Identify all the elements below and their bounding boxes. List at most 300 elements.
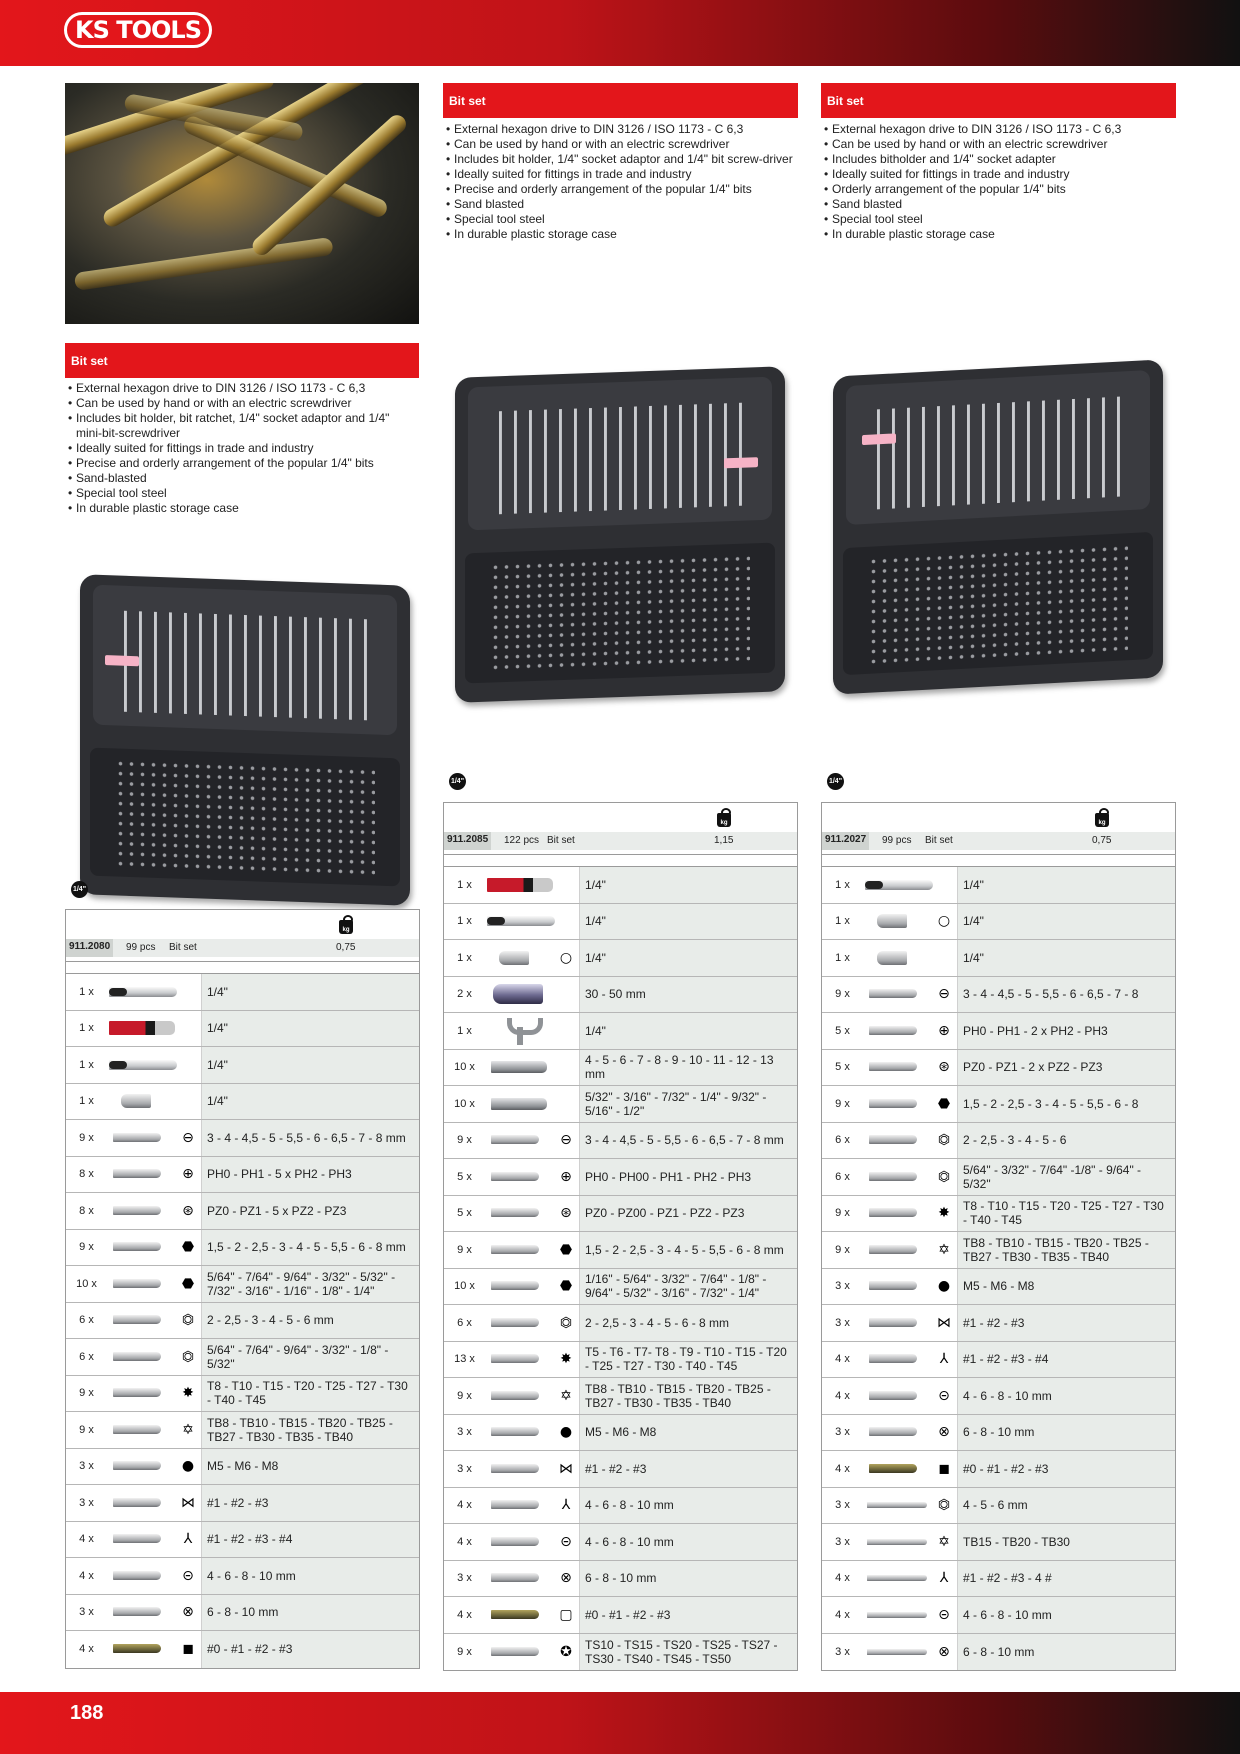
quantity: 6 x — [822, 1123, 863, 1159]
item-image — [485, 904, 579, 940]
item-picture — [867, 1612, 927, 1618]
table-row — [822, 1232, 1175, 1269]
item-picture — [491, 1610, 539, 1619]
quantity: 9 x — [822, 1086, 863, 1122]
item-image — [863, 1050, 957, 1086]
item-description: 5/64" - 3/32" - 7/64" -1/8" - 9/64" - 5/32" — [957, 1159, 1175, 1195]
table-row — [444, 1597, 797, 1634]
item-description: TB8 - TB10 - TB15 - TB20 - TB25 - TB27 - TB30 - TB35 - TB40 — [957, 1232, 1175, 1268]
quantity: 9 x — [822, 977, 863, 1013]
item-picture — [109, 1060, 177, 1070]
item-description: 6 - 8 - 10 mm — [957, 1415, 1175, 1451]
weight-icon: kg — [717, 813, 731, 827]
item-picture — [491, 1208, 539, 1217]
product-weight: 0,75 — [336, 942, 356, 953]
item-picture — [113, 1607, 161, 1616]
profile-icon: ⅄ — [939, 1570, 949, 1587]
item-description: TB8 - TB10 - TB15 - TB20 - TB25 - TB27 - TB30 - TB35 - TB40 — [201, 1412, 419, 1448]
table-row — [66, 1631, 419, 1668]
profile-icon: ● — [559, 1424, 573, 1441]
bullet-item: • Precise and orderly arrangement of the popular 1/4" bits — [67, 456, 417, 471]
profile-icon: ⊛ — [182, 1202, 194, 1219]
table-row — [66, 1339, 419, 1376]
table-row — [444, 1634, 797, 1671]
quantity: 1 x — [66, 1047, 107, 1083]
item-picture — [877, 914, 907, 928]
table-row — [66, 1120, 419, 1157]
item-image — [485, 1232, 579, 1268]
bullet-item: • In durable plastic storage case — [445, 227, 795, 242]
quantity: 9 x — [444, 1232, 485, 1268]
quantity: 3 x — [444, 1451, 485, 1487]
quantity: 5 x — [444, 1196, 485, 1232]
item-picture — [499, 951, 529, 965]
col1-bullets — [67, 381, 417, 516]
item-picture — [867, 1575, 927, 1581]
item-description: #1 - #2 - #3 - 4 # — [957, 1561, 1175, 1597]
item-description: 2 - 2,5 - 3 - 4 - 5 - 6 - 8 mm — [579, 1305, 797, 1341]
item-image — [485, 1488, 579, 1524]
item-description: 1/4" — [201, 1047, 419, 1083]
item-picture — [869, 1062, 917, 1071]
item-description: #0 - #1 - #2 - #3 — [579, 1597, 797, 1633]
quantity: 10 x — [444, 1086, 485, 1122]
item-image — [485, 1342, 579, 1378]
profile-icon: ○ — [937, 913, 951, 930]
item-image — [863, 867, 957, 903]
table-row — [444, 1232, 797, 1269]
quantity: 6 x — [444, 1305, 485, 1341]
profile-icon: ⊗ — [182, 1604, 194, 1621]
profile-icon: ▢ — [559, 1606, 573, 1623]
profile-icon: ⊝ — [938, 1387, 950, 1404]
item-picture — [869, 1245, 917, 1254]
piece-count: 99 pcs — [882, 835, 912, 846]
quantity: 9 x — [66, 1230, 107, 1266]
table-row — [822, 1269, 1175, 1306]
item-picture — [113, 1242, 161, 1251]
item-picture — [491, 1172, 539, 1181]
item-image — [107, 974, 201, 1010]
item-description: PZ0 - PZ1 - 5 x PZ2 - PZ3 — [201, 1193, 419, 1229]
item-description: 1/4" — [201, 1011, 419, 1047]
product-name: Bit set — [547, 835, 575, 846]
bullet-item: • Ideally suited for fittings in trade and industry — [445, 167, 795, 182]
item-picture — [869, 1208, 917, 1217]
item-image — [485, 1415, 579, 1451]
item-description: #1 - #2 - #3 — [957, 1305, 1175, 1341]
table-row — [822, 940, 1175, 977]
item-image — [107, 1631, 201, 1668]
profile-icon: ⊗ — [938, 1643, 950, 1660]
item-description: 1/4" — [957, 940, 1175, 976]
profile-icon: ⋈ — [937, 1314, 951, 1331]
item-picture — [869, 1427, 917, 1436]
product-row — [822, 832, 1175, 850]
table-row — [822, 1342, 1175, 1379]
quantity: 1 x — [66, 974, 107, 1010]
table-row — [444, 904, 797, 941]
table-row — [66, 1157, 419, 1194]
item-description: 5/64" - 7/64" - 9/64" - 3/32" - 5/32" - 7/32" - 3/16" - 1/16" - 1/8" - 1/4" — [201, 1266, 419, 1302]
item-image — [107, 1011, 201, 1047]
item-image — [863, 940, 957, 976]
item-picture — [869, 1172, 917, 1181]
table-row — [444, 867, 797, 904]
profile-icon: ⊖ — [560, 1132, 572, 1149]
profile-icon: ⊗ — [560, 1570, 572, 1587]
item-description: T8 - T10 - T15 - T20 - T25 - T27 - T30 - T40 - T45 — [201, 1376, 419, 1412]
table-row — [66, 1193, 419, 1230]
profile-icon: ○ — [559, 949, 573, 966]
bullet-item: • Can be used by hand or with an electric screwdriver — [445, 137, 795, 152]
item-description: PZ0 - PZ00 - PZ1 - PZ2 - PZ3 — [579, 1196, 797, 1232]
profile-icon: ⏣ — [937, 1497, 951, 1514]
profile-icon: ⊖ — [938, 986, 950, 1003]
col1-heading: Bit set — [65, 343, 419, 378]
profile-icon: ⬣ — [559, 1278, 573, 1295]
bullet-item: • Sand blasted — [823, 197, 1173, 212]
item-image — [863, 977, 957, 1013]
item-picture — [867, 1649, 927, 1655]
item-image — [107, 1084, 201, 1120]
item-picture — [491, 1537, 539, 1546]
article-number: 911.2027 — [822, 832, 869, 850]
bullet-item: • Sand blasted — [445, 197, 795, 212]
item-picture — [487, 878, 553, 892]
profile-icon: ● — [181, 1458, 195, 1475]
profile-icon: ⬣ — [181, 1239, 195, 1256]
item-picture — [491, 1135, 539, 1144]
profile-icon: ✡ — [938, 1241, 950, 1258]
table-row — [444, 1488, 797, 1525]
piece-count: 122 pcs — [504, 835, 540, 846]
item-image — [107, 1047, 201, 1083]
profile-icon: ⊝ — [560, 1533, 572, 1550]
item-description: 1,5 - 2 - 2,5 - 3 - 4 - 5 - 5,5 - 6 - 8 mm — [201, 1230, 419, 1266]
contents-list — [66, 974, 419, 1668]
item-image — [863, 1597, 957, 1633]
item-description: T8 - T10 - T15 - T20 - T25 - T27 - T30 - T40 - T45 — [957, 1196, 1175, 1232]
quantity: 3 x — [822, 1415, 863, 1451]
table-row — [822, 1561, 1175, 1598]
item-picture — [869, 1026, 917, 1035]
item-description: 1/4" — [957, 867, 1175, 903]
item-picture — [869, 1099, 917, 1108]
item-description: 1/4" — [957, 904, 1175, 940]
item-image — [485, 1013, 579, 1049]
item-picture — [491, 1500, 539, 1509]
item-image — [863, 1196, 957, 1232]
item-image — [485, 1123, 579, 1159]
quantity: 4 x — [444, 1597, 485, 1633]
bullet-item: • Special tool steel — [67, 486, 417, 501]
item-picture — [113, 1169, 161, 1178]
quantity: 4 x — [822, 1451, 863, 1487]
item-picture — [491, 1245, 539, 1254]
item-description: 5/64" - 7/64" - 9/64" - 3/32" - 1/8" - 5/32" — [201, 1339, 419, 1375]
item-image — [863, 1159, 957, 1195]
quantity: 1 x — [822, 940, 863, 976]
item-image — [485, 1378, 579, 1414]
bullet-item: • Includes bit holder, bit ratchet, 1/4" socket adaptor and 1/4" mini-bit-screwdriver — [67, 411, 417, 441]
item-description: 4 - 6 - 8 - 10 mm — [957, 1378, 1175, 1414]
quantity: 4 x — [66, 1522, 107, 1558]
piece-count: 99 pcs — [126, 942, 156, 953]
quantity: 1 x — [444, 867, 485, 903]
profile-icon: ✡ — [938, 1533, 950, 1550]
item-description: 1/16" - 5/64" - 3/32" - 7/64" - 1/8" - 9/64" - 5/32" - 3/16" - 7/32" - 1/4" — [579, 1269, 797, 1305]
bits-photo — [65, 83, 419, 324]
item-description: 4 - 6 - 8 - 10 mm — [579, 1524, 797, 1560]
profile-icon: ◼ — [182, 1641, 194, 1658]
quantity: 9 x — [444, 1123, 485, 1159]
item-picture — [877, 951, 907, 965]
item-picture — [113, 1461, 161, 1470]
quantity: 10 x — [444, 1050, 485, 1086]
item-image — [485, 1561, 579, 1597]
profile-icon: ⊝ — [182, 1567, 194, 1584]
col2-bullets — [445, 122, 795, 242]
item-picture — [869, 1281, 917, 1290]
item-description: 1,5 - 2 - 2,5 - 3 - 4 - 5 - 5,5 - 6 - 8 mm — [579, 1232, 797, 1268]
item-image — [485, 1159, 579, 1195]
item-description: TB15 - TB20 - TB30 — [957, 1524, 1175, 1560]
item-description: 4 - 6 - 8 - 10 mm — [957, 1597, 1175, 1633]
item-image — [863, 1415, 957, 1451]
item-image — [485, 1524, 579, 1560]
item-image — [485, 1086, 579, 1122]
table-row — [822, 1159, 1175, 1196]
quantity: 1 x — [822, 867, 863, 903]
item-description: 6 - 8 - 10 mm — [201, 1595, 419, 1631]
item-picture — [113, 1352, 161, 1361]
quantity: 1 x — [444, 904, 485, 940]
quantity: 5 x — [822, 1013, 863, 1049]
item-description: M5 - M6 - M8 — [201, 1449, 419, 1485]
table-row — [66, 974, 419, 1011]
table-row — [66, 1522, 419, 1559]
item-image — [863, 904, 957, 940]
quantity: 10 x — [66, 1266, 107, 1302]
bullet-item: • Ideally suited for fittings in trade and industry — [823, 167, 1173, 182]
quantity: 2 x — [444, 977, 485, 1013]
item-picture — [491, 1464, 539, 1473]
quantity: 3 x — [444, 1415, 485, 1451]
profile-icon: ⏣ — [181, 1312, 195, 1329]
table-row — [444, 1342, 797, 1379]
profile-icon: ⅄ — [939, 1351, 949, 1368]
bullet-item: • Can be used by hand or with an electric screwdriver — [67, 396, 417, 411]
item-picture — [487, 916, 555, 926]
profile-icon: ● — [937, 1278, 951, 1295]
product-weight: 0,75 — [1092, 835, 1112, 846]
table-row — [66, 1376, 419, 1413]
quantity: 8 x — [66, 1157, 107, 1193]
quantity: 6 x — [822, 1159, 863, 1195]
profile-icon: ✪ — [560, 1643, 572, 1660]
item-picture — [491, 1427, 539, 1436]
item-picture — [507, 1018, 533, 1044]
quantity: 9 x — [66, 1120, 107, 1156]
item-description: 30 - 50 mm — [579, 977, 797, 1013]
item-picture — [121, 1094, 151, 1108]
item-image — [485, 1634, 579, 1671]
bullet-item: • Orderly arrangement of the popular 1/4" bits — [823, 182, 1173, 197]
table-row — [444, 1123, 797, 1160]
item-picture — [869, 1391, 917, 1400]
bullet-item: • Can be used by hand or with an electric screwdriver — [823, 137, 1173, 152]
item-image — [107, 1339, 201, 1375]
item-image — [485, 867, 579, 903]
item-description: 2 - 2,5 - 3 - 4 - 5 - 6 mm — [201, 1303, 419, 1339]
table-row — [66, 1084, 419, 1121]
item-image — [485, 977, 579, 1013]
table-row — [66, 1303, 419, 1340]
quantity: 4 x — [444, 1524, 485, 1560]
item-description: 4 - 6 - 8 - 10 mm — [579, 1488, 797, 1524]
item-image — [863, 1488, 957, 1524]
item-description: 2 - 2,5 - 3 - 4 - 5 - 6 — [957, 1123, 1175, 1159]
item-image — [863, 1305, 957, 1341]
profile-icon: ⊕ — [560, 1168, 572, 1185]
item-description: 1/4" — [579, 904, 797, 940]
item-description: 5/32" - 3/16" - 7/32" - 1/4" - 9/32" - 5/16" - 1/2" — [579, 1086, 797, 1122]
profile-icon: ⏣ — [937, 1132, 951, 1149]
case-911-2085-image — [455, 366, 785, 703]
item-description: PH0 - PH00 - PH1 - PH2 - PH3 — [579, 1159, 797, 1195]
quantity: 13 x — [444, 1342, 485, 1378]
quantity: 5 x — [444, 1159, 485, 1195]
quantity: 3 x — [444, 1561, 485, 1597]
quantity: 1 x — [66, 1084, 107, 1120]
profile-icon: ⊕ — [938, 1022, 950, 1039]
table-row — [822, 1488, 1175, 1525]
table-row — [66, 1485, 419, 1522]
item-picture — [491, 1354, 539, 1363]
profile-icon: ◼ — [938, 1460, 950, 1477]
table-row — [822, 1415, 1175, 1452]
item-description: 6 - 8 - 10 mm — [957, 1634, 1175, 1671]
item-image — [485, 1196, 579, 1232]
drive-size-badge: 1/4" — [71, 881, 88, 898]
item-picture — [113, 1534, 161, 1543]
profile-icon: ⊝ — [938, 1606, 950, 1623]
item-image — [485, 1597, 579, 1633]
profile-icon: ⊕ — [182, 1166, 194, 1183]
quantity: 4 x — [822, 1597, 863, 1633]
item-description: #1 - #2 - #3 — [579, 1451, 797, 1487]
table-911-2080 — [65, 909, 420, 1669]
item-description: TS10 - TS15 - TS20 - TS25 - TS27 - TS30 - TS40 - TS45 - TS50 — [579, 1634, 797, 1671]
profile-icon: ✡ — [560, 1387, 572, 1404]
quantity: 8 x — [66, 1193, 107, 1229]
item-description: #1 - #2 - #3 - #4 — [201, 1522, 419, 1558]
profile-icon: ⅄ — [561, 1497, 571, 1514]
item-image — [863, 1269, 957, 1305]
quantity: 3 x — [822, 1269, 863, 1305]
table-row — [822, 1634, 1175, 1671]
item-description: 3 - 4 - 4,5 - 5 - 5,5 - 6 - 6,5 - 7 - 8 mm — [201, 1120, 419, 1156]
table-row — [66, 1011, 419, 1048]
item-image — [107, 1558, 201, 1594]
table-row — [444, 1451, 797, 1488]
quantity: 3 x — [66, 1485, 107, 1521]
table-row — [66, 1595, 419, 1632]
profile-icon: ⬣ — [559, 1241, 573, 1258]
item-picture — [113, 1388, 161, 1397]
profile-icon: ⊗ — [938, 1424, 950, 1441]
quantity: 4 x — [66, 1631, 107, 1668]
bullet-item: • Sand-blasted — [67, 471, 417, 486]
item-description: PH0 - PH1 - 2 x PH2 - PH3 — [957, 1013, 1175, 1049]
quantity: 6 x — [66, 1339, 107, 1375]
bullet-item: • External hexagon drive to DIN 3126 / ISO 1173 - C 6,3 — [823, 122, 1173, 137]
case-911-2080-image — [80, 574, 410, 906]
contents-list — [822, 867, 1175, 1670]
profile-icon: ⅄ — [183, 1531, 193, 1548]
profile-icon: ⊛ — [560, 1205, 572, 1222]
quantity: 3 x — [822, 1305, 863, 1341]
item-image — [485, 1269, 579, 1305]
item-description: PH0 - PH1 - 5 x PH2 - PH3 — [201, 1157, 419, 1193]
item-image — [863, 1013, 957, 1049]
item-image — [107, 1266, 201, 1302]
product-name: Bit set — [169, 942, 197, 953]
profile-icon: ⏣ — [937, 1168, 951, 1185]
article-number: 911.2085 — [444, 832, 491, 850]
item-description: 1/4" — [201, 1084, 419, 1120]
item-description: TB8 - TB10 - TB15 - TB20 - TB25 - TB27 - TB30 - TB35 - TB40 — [579, 1378, 797, 1414]
quantity: 4 x — [66, 1558, 107, 1594]
table-row — [444, 977, 797, 1014]
quantity: 4 x — [444, 1488, 485, 1524]
product-name: Bit set — [925, 835, 953, 846]
item-picture — [109, 1021, 175, 1035]
item-image — [863, 1451, 957, 1487]
profile-icon: ⏣ — [181, 1348, 195, 1365]
table-row — [822, 1524, 1175, 1561]
item-description: PZ0 - PZ1 - 2 x PZ2 - PZ3 — [957, 1050, 1175, 1086]
table-row — [444, 1013, 797, 1050]
item-picture — [493, 984, 543, 1004]
item-picture — [491, 1573, 539, 1582]
item-description: M5 - M6 - M8 — [957, 1269, 1175, 1305]
table-row — [822, 1123, 1175, 1160]
item-picture — [491, 1647, 539, 1656]
table-row — [822, 1013, 1175, 1050]
item-picture — [867, 1502, 927, 1508]
item-picture — [113, 1644, 161, 1653]
item-picture — [491, 1318, 539, 1327]
item-description: 4 - 5 - 6 mm — [957, 1488, 1175, 1524]
item-image — [863, 1086, 957, 1122]
quantity: 4 x — [822, 1561, 863, 1597]
item-description: 4 - 5 - 6 - 7 - 8 - 9 - 10 - 11 - 12 - 13 mm — [579, 1050, 797, 1086]
item-description: 6 - 8 - 10 mm — [579, 1561, 797, 1597]
quantity: 9 x — [66, 1412, 107, 1448]
drive-size-badge: 1/4" — [449, 773, 466, 790]
table-row — [66, 1449, 419, 1486]
bottom-banner — [0, 1692, 1240, 1754]
item-image — [863, 1232, 957, 1268]
table-911-2085 — [443, 802, 798, 1671]
item-picture — [109, 987, 177, 997]
bullet-item: • External hexagon drive to DIN 3126 / ISO 1173 - C 6,3 — [445, 122, 795, 137]
weight-icon: kg — [1095, 813, 1109, 827]
table-row — [822, 1050, 1175, 1087]
quantity: 1 x — [822, 904, 863, 940]
